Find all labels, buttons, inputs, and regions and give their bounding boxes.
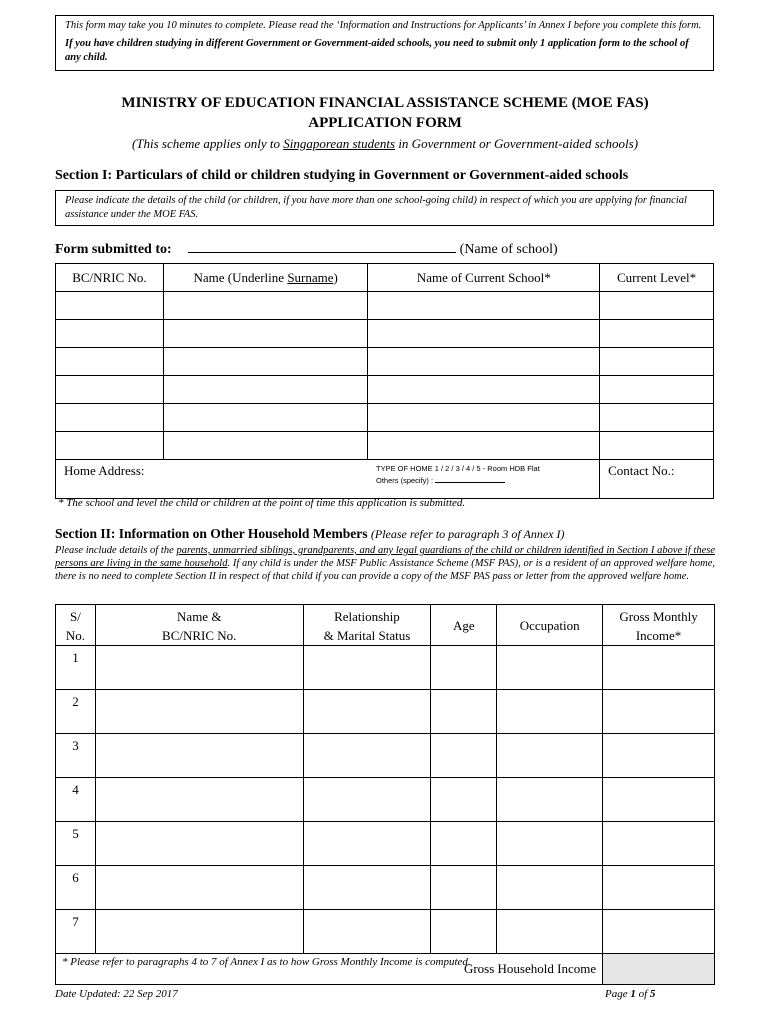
- notice-box: [55, 15, 714, 71]
- cell-input[interactable]: [431, 690, 497, 734]
- children-table: [55, 263, 714, 499]
- table-row: [56, 778, 715, 822]
- col-name-surname: Surname: [287, 269, 334, 285]
- form-submitted-label: Form submitted to:: [55, 242, 172, 257]
- section-2-para-underlined: parents, unmarried siblings, grandparents, and any legal guardians of the child or children identified in Section I above if these persons are living in the same household: [55, 545, 715, 569]
- section-1-instruction: Please indicate the details of the child (or children, if you have more than one school-going child) in respect of which you are applying for financial assistance under the MOE FAS.: [55, 190, 714, 226]
- household-table: [55, 604, 715, 985]
- cell-input[interactable]: [163, 404, 368, 432]
- page-total: 5: [649, 988, 656, 1000]
- cell-input[interactable]: [603, 690, 715, 734]
- row-number: 7: [56, 910, 96, 954]
- form-submitted-row: [55, 240, 558, 258]
- col-name-post: ): [333, 269, 338, 285]
- row-number: 6: [56, 866, 96, 910]
- cell-input[interactable]: [56, 376, 164, 404]
- cell-input[interactable]: [56, 320, 164, 348]
- col-sno: [56, 605, 96, 646]
- col-relationship: [303, 605, 431, 646]
- table-row: [56, 320, 714, 348]
- cell-input[interactable]: [303, 910, 431, 954]
- section-2-para-pre: Please include details of the: [55, 545, 177, 556]
- col-bc-nric: BC/NRIC No.: [56, 264, 164, 292]
- cell-input[interactable]: [163, 320, 368, 348]
- contact-no-field[interactable]: [600, 460, 714, 499]
- col-age: Age: [431, 605, 497, 646]
- col-sno-2: No.: [65, 628, 86, 643]
- col-occupation: Occupation: [497, 605, 603, 646]
- table-row: [56, 348, 714, 376]
- col-gross-income: [603, 605, 715, 646]
- table-row: [56, 866, 715, 910]
- table-row: [56, 292, 714, 320]
- col-sno-1: S/: [70, 609, 81, 624]
- cell-input[interactable]: [431, 822, 497, 866]
- cell-input[interactable]: [497, 734, 603, 778]
- cell-input[interactable]: [163, 348, 368, 376]
- cell-input[interactable]: [603, 866, 715, 910]
- section-2-footnote: * Please refer to paragraphs 4 to 7 of Annex I as to how Gross Monthly Income is computed.: [62, 956, 471, 968]
- cell-input[interactable]: [95, 734, 303, 778]
- cell-input[interactable]: [600, 404, 714, 432]
- subtitle-post: in Government or Government-aided schools): [395, 136, 639, 151]
- subtitle-pre: (This scheme applies only to: [131, 136, 284, 151]
- cell-input[interactable]: [368, 320, 600, 348]
- cell-input[interactable]: [163, 292, 368, 320]
- cell-input[interactable]: [163, 376, 368, 404]
- others-specify-label: Others (specify) :: [375, 476, 434, 485]
- type-of-home: [368, 460, 599, 486]
- cell-input[interactable]: [497, 822, 603, 866]
- section-2-para-post: . If any child is under the MSF Public Assistance Scheme (MSF PAS), or is a resident of an approved welfare home, there is no need to complete Section II in respect of that child if you can provide a copy of the MSF PAS pass or letter from the approved welfare home.: [55, 558, 715, 582]
- cell-input[interactable]: [497, 690, 603, 734]
- others-specify-field[interactable]: [435, 474, 505, 483]
- table-row: [56, 376, 714, 404]
- col-income-2: Income*: [635, 628, 682, 643]
- cell-input[interactable]: [497, 910, 603, 954]
- cell-input[interactable]: [95, 646, 303, 690]
- home-address-field[interactable]: [56, 460, 368, 499]
- cell-input[interactable]: [95, 910, 303, 954]
- cell-input[interactable]: [603, 646, 715, 690]
- page-number: [605, 988, 655, 1000]
- cell-input[interactable]: [600, 376, 714, 404]
- cell-input[interactable]: [497, 778, 603, 822]
- cell-input[interactable]: [95, 866, 303, 910]
- col-rel-2: & Marital Status: [323, 628, 411, 643]
- cell-input[interactable]: [303, 734, 431, 778]
- cell-input[interactable]: [303, 866, 431, 910]
- cell-input[interactable]: [431, 910, 497, 954]
- section-1-footnote: * The school and level the child or children at the point of time this application is submitted.: [58, 497, 466, 509]
- cell-input[interactable]: [303, 690, 431, 734]
- cell-input[interactable]: [603, 822, 715, 866]
- col-income-1: Gross Monthly: [619, 609, 698, 624]
- type-of-home-cell: [368, 460, 600, 499]
- row-number: 2: [56, 690, 96, 734]
- row-number: 4: [56, 778, 96, 822]
- table-row: [56, 432, 714, 460]
- cell-input[interactable]: [600, 292, 714, 320]
- section-2-heading-note: (Please refer to paragraph 3 of Annex I): [370, 527, 565, 541]
- cell-input[interactable]: [600, 432, 714, 460]
- cell-input[interactable]: [368, 292, 600, 320]
- row-number: 1: [56, 646, 96, 690]
- col-rel-1: Relationship: [334, 609, 400, 624]
- section-1-heading: Section I: Particulars of child or children studying in Government or Government-aided schools: [55, 168, 629, 183]
- page-mid: of: [635, 988, 650, 1000]
- home-address-label: Home Address:: [64, 463, 145, 478]
- others-specify: [376, 474, 591, 486]
- cell-input[interactable]: [303, 646, 431, 690]
- row-number: 3: [56, 734, 96, 778]
- notice-line-2: If you have children studying in different Government or Government-aided schools, you need to submit only 1 application form to the school of any child.: [65, 38, 689, 63]
- cell-input[interactable]: [303, 822, 431, 866]
- table-row: [56, 404, 714, 432]
- cell-input[interactable]: [497, 866, 603, 910]
- section-2-paragraph: [55, 544, 715, 583]
- page-current: 1: [630, 988, 636, 1000]
- table-row: [56, 646, 715, 690]
- table-row: [56, 822, 715, 866]
- section-2-heading-text: Section II: Information on Other Household Members: [55, 526, 368, 541]
- address-row: [56, 460, 714, 499]
- cell-input[interactable]: [600, 348, 714, 376]
- cell-input[interactable]: [603, 734, 715, 778]
- col-name-nric: [95, 605, 303, 646]
- col-name-2: BC/NRIC No.: [162, 628, 237, 643]
- cell-input[interactable]: [603, 910, 715, 954]
- cell-input[interactable]: [163, 432, 368, 460]
- cell-input[interactable]: [368, 376, 600, 404]
- section-2-heading: [55, 526, 565, 542]
- cell-input[interactable]: [56, 432, 164, 460]
- row-number: 5: [56, 822, 96, 866]
- school-name-field[interactable]: [188, 240, 456, 253]
- gross-household-label: Gross Household Income: [56, 954, 603, 985]
- table-row: [56, 734, 715, 778]
- cell-input[interactable]: [56, 292, 164, 320]
- cell-input[interactable]: [431, 778, 497, 822]
- cell-input[interactable]: [95, 690, 303, 734]
- gross-household-field[interactable]: [603, 954, 715, 985]
- date-updated: Date Updated: 22 Sep 2017: [55, 988, 178, 1000]
- cell-input[interactable]: [431, 646, 497, 690]
- cell-input[interactable]: [497, 646, 603, 690]
- col-name-1: Name &: [177, 609, 222, 624]
- cell-input[interactable]: [303, 778, 431, 822]
- form-title-line-2: APPLICATION FORM: [308, 115, 462, 131]
- cell-input[interactable]: [431, 734, 497, 778]
- cell-input[interactable]: [95, 778, 303, 822]
- cell-input[interactable]: [431, 866, 497, 910]
- table-row: [56, 910, 715, 954]
- cell-input[interactable]: [95, 822, 303, 866]
- form-subtitle: [0, 136, 770, 152]
- type-of-home-options[interactable]: TYPE OF HOME 1 / 2 / 3 / 4 / 5 - Room HDB Flat: [375, 464, 540, 473]
- table-row: [56, 690, 715, 734]
- name-of-school-hint: (Name of school): [459, 242, 558, 257]
- col-current-school: Name of Current School*: [368, 264, 600, 292]
- cell-input[interactable]: [368, 432, 600, 460]
- form-title: MINISTRY OF EDUCATION FINANCIAL ASSISTANCE SCHEME (MOE FAS): [121, 95, 649, 111]
- col-current-level: Current Level*: [600, 264, 714, 292]
- subtitle-underlined: Singaporean students: [283, 136, 396, 151]
- contact-no-label: Contact No.:: [608, 463, 675, 478]
- col-name: [163, 264, 368, 292]
- cell-input[interactable]: [600, 320, 714, 348]
- cell-input[interactable]: [368, 348, 600, 376]
- cell-input[interactable]: [603, 778, 715, 822]
- cell-input[interactable]: [56, 404, 164, 432]
- col-name-pre: Name (Underline: [193, 269, 288, 285]
- notice-line-1: This form may take you 10 minutes to complete. Please read the ‘Information and Instructions for Applicants’ in Annex I before you complete this form.: [65, 20, 702, 31]
- cell-input[interactable]: [56, 348, 164, 376]
- page-pre: Page: [605, 988, 631, 1000]
- cell-input[interactable]: [368, 404, 600, 432]
